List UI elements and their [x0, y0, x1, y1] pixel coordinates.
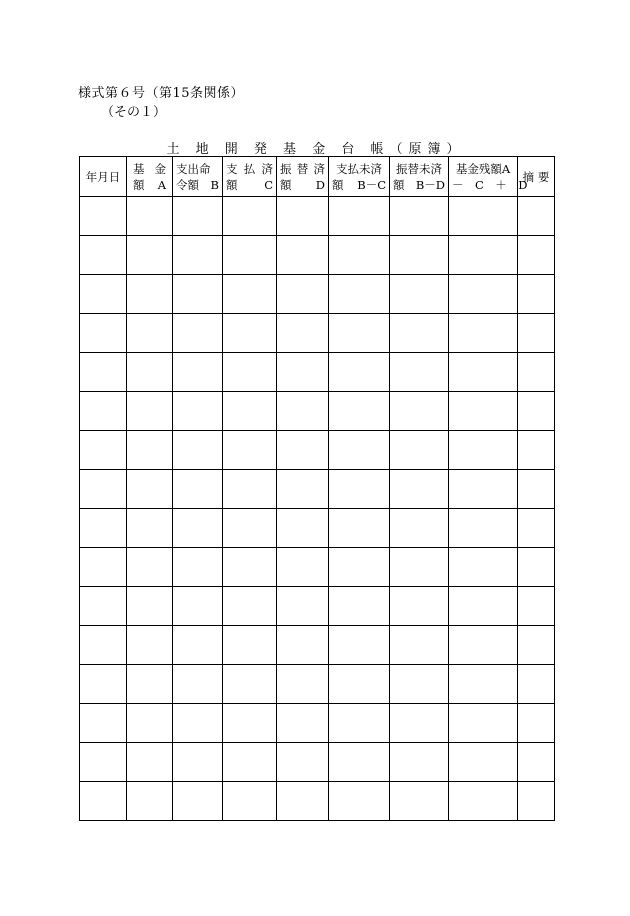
table-cell[interactable]	[223, 470, 277, 509]
table-row	[80, 275, 555, 314]
table-cell[interactable]	[449, 392, 518, 431]
table-cell[interactable]	[80, 353, 127, 392]
table-cell[interactable]	[518, 236, 555, 275]
table-cell[interactable]	[223, 431, 277, 470]
table-row	[80, 743, 555, 782]
col-header-code: B	[210, 177, 219, 192]
col-header-label: 済	[261, 161, 273, 176]
table-cell[interactable]	[329, 548, 390, 587]
table-row	[80, 587, 555, 626]
table-cell[interactable]	[449, 665, 518, 704]
ledger-body	[80, 197, 555, 821]
table-cell[interactable]	[173, 197, 223, 236]
col-header-label: 振替未済	[396, 161, 442, 176]
table-cell[interactable]	[80, 470, 127, 509]
form-number: 様式第６号（第15条関係）	[78, 86, 245, 101]
table-cell[interactable]	[80, 197, 127, 236]
table-cell[interactable]	[223, 197, 277, 236]
table-cell[interactable]	[80, 587, 127, 626]
table-cell[interactable]	[80, 431, 127, 470]
table-cell[interactable]	[80, 509, 127, 548]
table-row	[80, 431, 555, 470]
table-cell[interactable]	[449, 743, 518, 782]
col-header-untransferred-amount	[390, 157, 449, 197]
table-cell[interactable]	[277, 626, 329, 665]
table-cell[interactable]	[127, 197, 173, 236]
table-cell[interactable]	[277, 197, 329, 236]
col-header-unpaid-amount	[329, 157, 390, 197]
table-cell[interactable]	[277, 509, 329, 548]
col-header-fund-balance	[449, 157, 528, 197]
table-cell[interactable]	[518, 704, 555, 743]
table-cell[interactable]	[449, 431, 518, 470]
header-row	[80, 157, 555, 197]
table-row	[80, 236, 555, 275]
col-header-label: 額	[332, 177, 344, 192]
col-header-label: 払	[243, 161, 256, 176]
table-cell[interactable]	[390, 548, 449, 587]
table-cell[interactable]	[173, 626, 223, 665]
table-cell[interactable]	[390, 353, 449, 392]
table-cell[interactable]	[390, 626, 449, 665]
table-cell[interactable]	[518, 665, 555, 704]
table-cell[interactable]	[390, 470, 449, 509]
table-cell[interactable]	[223, 236, 277, 275]
table-cell[interactable]	[173, 275, 223, 314]
table-cell[interactable]	[127, 236, 173, 275]
table-cell[interactable]	[449, 314, 518, 353]
table-cell[interactable]	[127, 665, 173, 704]
table-cell[interactable]	[277, 743, 329, 782]
table-cell[interactable]	[277, 587, 329, 626]
table-cell[interactable]	[518, 587, 555, 626]
ledger-table	[79, 156, 555, 821]
table-cell[interactable]	[127, 509, 173, 548]
table-cell[interactable]	[449, 548, 518, 587]
table-cell[interactable]	[127, 353, 173, 392]
col-header-label: 金	[154, 161, 166, 176]
col-header-formula: － C ＋ D	[452, 177, 528, 192]
table-cell[interactable]	[223, 743, 277, 782]
table-row	[80, 548, 555, 587]
table-cell[interactable]	[223, 587, 277, 626]
table-cell[interactable]	[127, 704, 173, 743]
table-cell[interactable]	[449, 470, 518, 509]
table-cell[interactable]	[223, 392, 277, 431]
col-header-code: C	[264, 177, 273, 192]
table-cell[interactable]	[329, 587, 390, 626]
table-cell[interactable]	[127, 392, 173, 431]
col-header-label: 支出命	[176, 161, 211, 176]
table-cell[interactable]	[390, 392, 449, 431]
table-row	[80, 353, 555, 392]
table-cell[interactable]	[223, 626, 277, 665]
table-cell[interactable]	[518, 743, 555, 782]
table-row	[80, 626, 555, 665]
col-header-label: 額	[133, 177, 145, 192]
col-header-fund-amount	[127, 157, 173, 197]
table-cell[interactable]	[329, 353, 390, 392]
table-cell[interactable]	[329, 392, 390, 431]
table-cell[interactable]	[390, 665, 449, 704]
table-cell[interactable]	[223, 665, 277, 704]
table-cell[interactable]	[329, 743, 390, 782]
col-header-label: 額	[393, 177, 405, 192]
table-cell[interactable]	[449, 353, 518, 392]
table-cell[interactable]	[277, 314, 329, 353]
table-cell[interactable]	[390, 782, 449, 821]
table-row	[80, 782, 555, 821]
table-cell[interactable]	[223, 548, 277, 587]
table-cell[interactable]	[329, 431, 390, 470]
table-cell[interactable]	[127, 314, 173, 353]
table-cell[interactable]	[127, 431, 173, 470]
table-cell[interactable]	[223, 275, 277, 314]
table-cell[interactable]	[518, 353, 555, 392]
table-cell[interactable]	[127, 548, 173, 587]
table-row	[80, 470, 555, 509]
table-cell[interactable]	[277, 470, 329, 509]
table-cell[interactable]	[277, 704, 329, 743]
col-header-label: 支	[226, 161, 238, 176]
table-cell[interactable]	[390, 314, 449, 353]
table-cell[interactable]	[277, 548, 329, 587]
table-cell[interactable]	[518, 782, 555, 821]
table-row	[80, 665, 555, 704]
table-row	[80, 509, 555, 548]
col-header-label: 振	[280, 161, 292, 176]
table-cell[interactable]	[80, 392, 127, 431]
col-header-code: B－C	[357, 177, 386, 192]
table-row	[80, 197, 555, 236]
table-cell[interactable]	[173, 353, 223, 392]
table-cell[interactable]	[80, 275, 127, 314]
table-cell[interactable]	[518, 548, 555, 587]
table-cell[interactable]	[390, 197, 449, 236]
table-cell[interactable]	[173, 314, 223, 353]
col-header-transferred-amount	[277, 157, 329, 197]
table-cell[interactable]	[329, 470, 390, 509]
col-header-date-label: 年月日	[85, 169, 121, 184]
table-cell[interactable]	[173, 431, 223, 470]
table-cell[interactable]	[449, 275, 518, 314]
table-cell[interactable]	[173, 548, 223, 587]
table-cell[interactable]	[449, 197, 518, 236]
table-row	[80, 704, 555, 743]
table-cell[interactable]	[173, 704, 223, 743]
table-cell[interactable]	[277, 275, 329, 314]
col-header-label: 基金残額A	[455, 161, 511, 176]
table-cell[interactable]	[329, 197, 390, 236]
col-header-label: 額	[280, 177, 292, 192]
table-row	[80, 392, 555, 431]
table-cell[interactable]	[277, 236, 329, 275]
table-cell[interactable]	[449, 704, 518, 743]
col-header-expenditure-order	[173, 157, 223, 197]
table-cell[interactable]	[80, 743, 127, 782]
table-cell[interactable]	[80, 236, 127, 275]
table-cell[interactable]	[223, 704, 277, 743]
table-cell[interactable]	[390, 275, 449, 314]
table-cell[interactable]	[80, 548, 127, 587]
table-cell[interactable]	[277, 782, 329, 821]
table-cell[interactable]	[80, 314, 127, 353]
table-cell[interactable]	[173, 392, 223, 431]
table-cell[interactable]	[449, 509, 518, 548]
table-cell[interactable]	[329, 626, 390, 665]
table-cell[interactable]	[127, 275, 173, 314]
table-cell[interactable]	[518, 470, 555, 509]
table-cell[interactable]	[518, 197, 555, 236]
table-cell[interactable]	[329, 509, 390, 548]
col-header-label: 替	[296, 161, 309, 176]
table-cell[interactable]	[223, 314, 277, 353]
table-cell[interactable]	[390, 704, 449, 743]
table-cell[interactable]	[449, 782, 518, 821]
table-cell[interactable]	[390, 587, 449, 626]
table-cell[interactable]	[173, 782, 223, 821]
col-header-label: 額	[226, 177, 238, 192]
col-header-label: 令額	[176, 177, 199, 192]
table-cell[interactable]	[173, 743, 223, 782]
table-cell[interactable]	[277, 431, 329, 470]
table-cell[interactable]	[449, 587, 518, 626]
col-header-label: 支払未済	[336, 161, 382, 176]
table-row	[80, 314, 555, 353]
col-header-label: 基	[133, 161, 145, 176]
table-cell[interactable]	[390, 509, 449, 548]
table-cell[interactable]	[80, 704, 127, 743]
col-header-label: 摘 要	[522, 169, 550, 184]
form-subtitle: （その１）	[101, 105, 167, 120]
table-cell[interactable]	[518, 509, 555, 548]
ledger-title: 土 地 開 発 基 金 台 帳（原簿）	[166, 142, 466, 157]
table-cell[interactable]	[80, 626, 127, 665]
col-header-paid-amount	[223, 157, 277, 197]
table-cell[interactable]	[127, 782, 173, 821]
table-cell[interactable]	[80, 665, 127, 704]
table-cell[interactable]	[329, 704, 390, 743]
table-cell[interactable]	[277, 392, 329, 431]
col-header-code: B－D	[415, 177, 445, 192]
table-cell[interactable]	[127, 626, 173, 665]
table-cell[interactable]	[173, 587, 223, 626]
table-cell[interactable]	[223, 353, 277, 392]
table-cell[interactable]	[518, 431, 555, 470]
table-cell[interactable]	[173, 509, 223, 548]
table-cell[interactable]	[277, 665, 329, 704]
table-cell[interactable]	[518, 314, 555, 353]
table-cell[interactable]	[173, 236, 223, 275]
table-cell[interactable]	[223, 782, 277, 821]
table-cell[interactable]	[127, 587, 173, 626]
table-cell[interactable]	[173, 470, 223, 509]
table-cell[interactable]	[173, 665, 223, 704]
table-cell[interactable]	[329, 665, 390, 704]
table-cell[interactable]	[329, 275, 390, 314]
table-cell[interactable]	[127, 743, 173, 782]
table-cell[interactable]	[390, 431, 449, 470]
table-cell[interactable]	[277, 353, 329, 392]
col-header-label: 済	[313, 161, 325, 176]
table-cell[interactable]	[449, 236, 518, 275]
table-cell[interactable]	[80, 782, 127, 821]
col-header-date	[80, 157, 127, 197]
table-cell[interactable]	[127, 470, 173, 509]
table-cell[interactable]	[518, 275, 555, 314]
table-cell[interactable]	[518, 392, 555, 431]
table-cell[interactable]	[390, 743, 449, 782]
table-cell[interactable]	[329, 314, 390, 353]
table-cell[interactable]	[329, 782, 390, 821]
table-cell[interactable]	[329, 236, 390, 275]
table-cell[interactable]	[449, 626, 518, 665]
col-header-code: A	[157, 177, 166, 192]
table-cell[interactable]	[518, 626, 555, 665]
table-cell[interactable]	[223, 509, 277, 548]
table-cell[interactable]	[390, 236, 449, 275]
col-header-code: D	[315, 177, 325, 192]
